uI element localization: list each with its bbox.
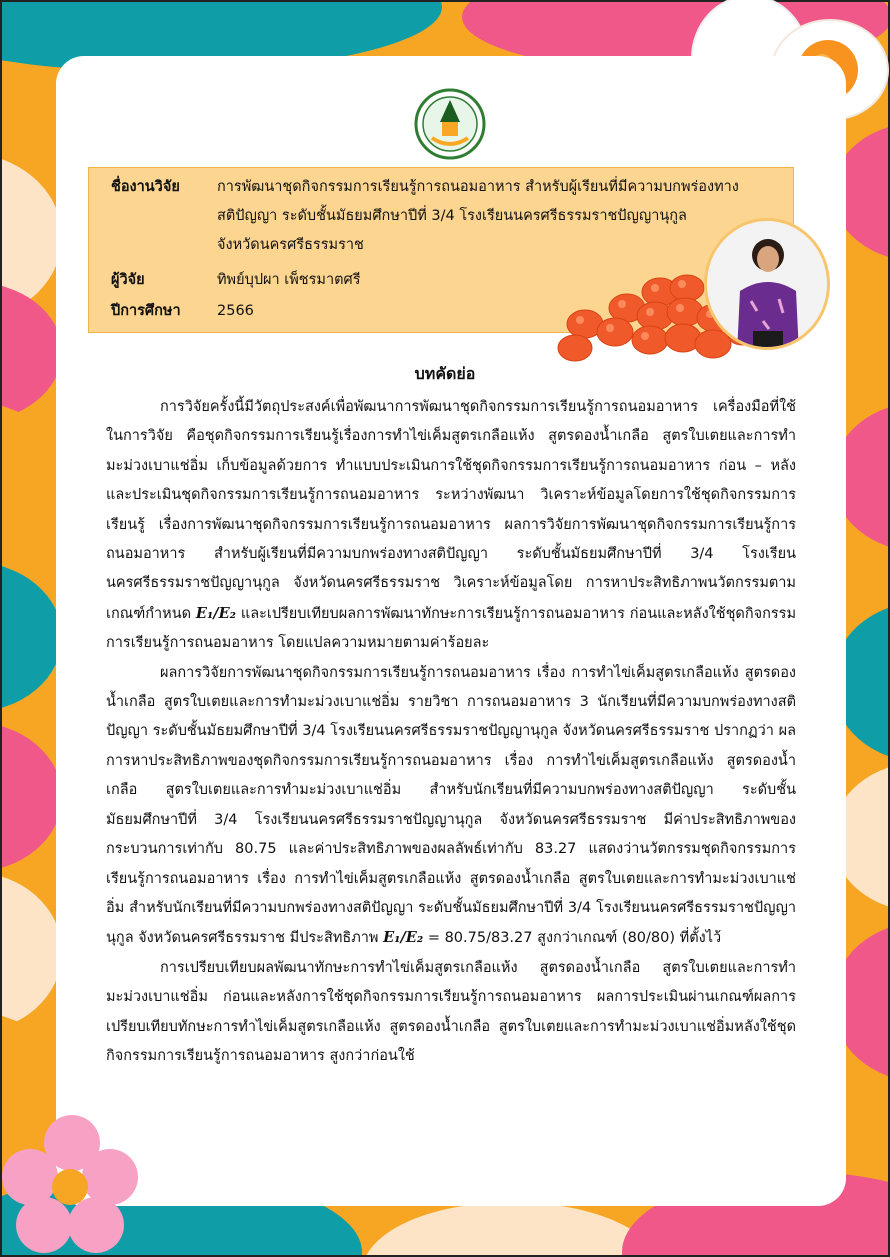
paragraph-text: = 80.75/83.27 สูงกว่าเกณฑ์ (80/80) ที่ตั้งไว้ — [427, 930, 722, 947]
abstract-body — [106, 393, 796, 1071]
paragraph-text: และเปรียบเทียบผลการพัฒนาทักษะการเรียนรู้การถนอมอาหาร ก่อนและหลังใช้ชุดกิจกรรมการเรียนรู้การถนอมอาหาร โดยแปลความหมายตามค่าร้อยละ — [106, 605, 797, 652]
efficiency-formula: E₁/E₂ — [383, 929, 424, 947]
abstract-paragraph — [106, 659, 796, 954]
abstract-heading: บทคัดย่อ — [414, 364, 476, 383]
school-emblem-icon — [414, 88, 486, 160]
paragraph-text: ผลการวิจัยการพัฒนาชุดกิจกรรมการเรียนรู้การถนอมอาหาร เรื่อง การทำไข่เค็มสูตรเกลือแห้ง สูตรดองน้ำเกลือ สูตรใบเตยและการทำมะม่วงเบาแช่อิ่ม รายวิชา การถนอมอาหาร 3 นักเรียนที่มีความบกพร่องทางสติปัญญา ระดับชั้นมัธยมศึกษาปีที่ 3/4 โรงเรียนนครศรีธรรมราชปัญญานุกูล จังหวัดนครศรีธรรมราช ปรากฏว่า ผลการหาประสิทธิภาพของชุดกิจกรรมการเรียนรู้การถนอมอาหาร เรื่อง การทำไข่เค็มสูตรเกลือแห้ง สูตรดองน้ำเกลือ สูตรใบเตยและการทำมะม่วงเบาแช่อิ่ม สำหรับนักเรียนที่มีความบกพร่องทางสติปัญญา ระดับชั้นมัธยมศึกษาปีที่ 3/4 โรงเรียนนครศรีธรรมราชปัญญานุกูล จังหวัดนครศรีธรรมราช มีค่าประสิทธิภาพของกระบวนการเท่ากับ 80.75 และค่าประสิทธิภาพของผลลัพธ์เท่ากับ 83.27 แสดงว่านวัตกรรมชุดกิจกรรมการเรียนรู้การถนอมอาหาร เรื่อง การทำไข่เค็มสูตรเกลือแห้ง สูตรดองน้ำเกลือ สูตรใบเตยและการทำมะม่วงเบาแช่อิ่ม สำหรับนักเรียนที่มีความบกพร่องทางสติปัญญา ระดับชั้นมัธยมศึกษาปีที่ 3/4 โรงเรียนนครศรีธรรมราชปัญญานุกูล จังหวัดนครศรีธรรมราช มีประสิทธิภาพ — [106, 664, 796, 947]
bg-teal-wave — [0, 562, 62, 712]
bg-pink-wave — [0, 282, 62, 422]
researcher-photo — [704, 218, 830, 350]
title-label: ชื่องานวิจัย — [111, 179, 180, 195]
bg-cream-wave — [362, 1202, 662, 1257]
abstract-paragraph — [106, 954, 796, 1072]
research-title — [217, 173, 777, 260]
researcher-label: ผู้วิจัย — [111, 272, 145, 288]
person-icon — [707, 221, 830, 350]
bg-cream-wave — [0, 872, 62, 1032]
researcher-name: ทิพย์บุปผา เพ็ชรมาตศรี — [217, 272, 361, 288]
year-label: ปีการศึกษา — [111, 303, 181, 319]
abstract-paragraph — [106, 393, 796, 659]
bg-orange-wave — [0, 402, 62, 542]
flower-icon — [0, 1115, 150, 1257]
title-line: จังหวัดนครศรีธรรมราช — [217, 237, 364, 253]
academic-year: 2566 — [217, 303, 254, 319]
paragraph-text: การวิจัยครั้งนี้มีวัตถุประสงค์เพื่อพัฒนาการพัฒนาชุดกิจกรรมการเรียนรู้การถนอมอาหาร เครื่องมือที่ใช้ในการวิจัย คือชุดกิจกรรมการเรียนรู้เรื่องการทำไข่เค็มสูตรเกลือแห้ง สูตรดองน้ำเกลือ สูตรใบเตยและการทำมะม่วงเบาแช่อิ่ม เก็บข้อมูลด้วยการ ทำแบบประเมินการใช้ชุดกิจกรรมการเรียนรู้การถนอมอาหาร ก่อน – หลัง และประเมินชุดกิจกรรมการเรียนรู้การถนอมอาหาร ระหว่างพัฒนา วิเคราะห์ข้อมูลโดยการใช้ชุดกิจกรรมการเรียนรู้ เรื่องการพัฒนาชุดกิจกรรมการเรียนรู้การถนอมอาหาร ผลการวิจัยการพัฒนาชุดกิจกรรมการเรียนรู้การถนอมอาหาร สำหรับผู้เรียนที่มีความบกพร่องทางสติปัญญา ระดับชั้นมัธยมศึกษาปีที่ 3/4 โรงเรียนนครศรีธรรมราชปัญญานุกูล จังหวัดนครศรีธรรมราช วิเคราะห์ข้อมูลโดย การหาประสิทธิภาพนวัตกรรมตามเกณฑ์กำหนด — [106, 399, 796, 622]
paragraph-text: การเปรียบเทียบผลพัฒนาทักษะการทำไข่เค็มสูตรเกลือแห้ง สูตรดองน้ำเกลือ สูตรใบเตยและการทำมะม่วงเบาแช่อิ่ม ก่อนและหลังการใช้ชุดกิจกรรมการเรียนรู้การถนอมอาหาร ผลการประเมินผ่านเกณฑ์ผลการเปรียบเทียบทักษะการทำไข่เค็มสูตรเกลือแห้ง สูตรดองน้ำเกลือ สูตรใบเตยและการทำมะม่วงเบาแช่อิ่มหลังใช้ชุดกิจกรรมการเรียนรู้การถนอมอาหาร สูงกว่าก่อนใช้ — [106, 959, 796, 1064]
title-line: สติปัญญา ระดับชั้นมัธยมศึกษาปีที่ 3/4 โรงเรียนนครศรีธรรมราชปัญญานุกูล — [217, 208, 687, 224]
efficiency-formula: E₁/E₂ — [195, 604, 236, 622]
bg-pink-wave — [0, 722, 62, 872]
title-line: การพัฒนาชุดกิจกรรมการเรียนรู้การถนอมอาหาร สำหรับผู้เรียนที่มีความบกพร่องทาง — [217, 179, 739, 195]
